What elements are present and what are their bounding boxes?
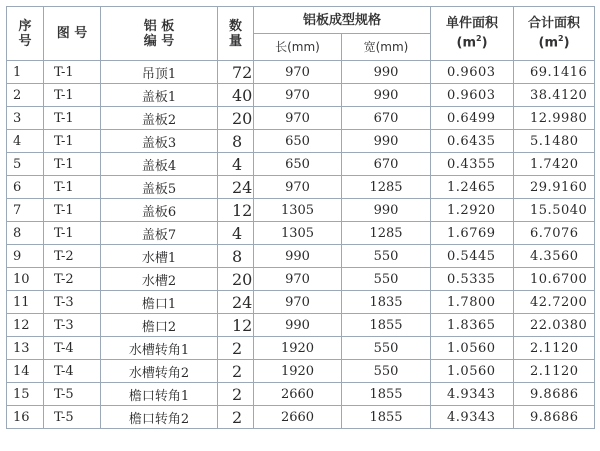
cell-total-area: 5.1480 [514,130,595,153]
cell-panel-no: 盖板2 [101,107,218,130]
cell-unit-area: 1.2465 [431,176,514,199]
cell-quantity: 12 [218,314,254,337]
cell-quantity: 8 [218,245,254,268]
table-row [7,84,595,107]
cell-length: 1305 [254,199,342,222]
table-row [7,291,595,314]
cell-length: 970 [254,291,342,314]
cell-length: 650 [254,153,342,176]
cell-width: 550 [342,337,431,360]
cell-unit-area: 4.9343 [431,383,514,406]
cell-length: 1920 [254,337,342,360]
cell-unit-area: 4.9343 [431,406,514,429]
cell-unit-area: 1.8365 [431,314,514,337]
cell-quantity: 2 [218,360,254,383]
cell-quantity: 8 [218,130,254,153]
aluminum-panel-spec-table [6,6,595,429]
cell-panel-no: 盖板3 [101,130,218,153]
cell-total-area: 29.9160 [514,176,595,199]
cell-index: 1 [7,61,44,84]
cell-figure-no: T-3 [44,314,101,337]
table-row [7,61,595,84]
cell-panel-no: 盖板4 [101,153,218,176]
cell-panel-no: 水槽1 [101,245,218,268]
cell-length: 990 [254,245,342,268]
cell-length: 1305 [254,222,342,245]
cell-figure-no: T-1 [44,222,101,245]
header-unit-area: 单件面积 $(m^2)$ [431,7,514,61]
cell-figure-no: T-3 [44,291,101,314]
cell-quantity: 20 [218,268,254,291]
cell-figure-no: T-5 [44,406,101,429]
cell-total-area: 42.7200 [514,291,595,314]
cell-width: 1835 [342,291,431,314]
cell-index: 2 [7,84,44,107]
cell-total-area: 2.1120 [514,360,595,383]
cell-total-area: 4.3560 [514,245,595,268]
cell-panel-no: 吊顶1 [101,61,218,84]
cell-index: 6 [7,176,44,199]
cell-index: 7 [7,199,44,222]
cell-index: 14 [7,360,44,383]
header-figure-no: 图 号 [44,7,101,61]
header-panel-no: 铝 板 编 号 [101,7,218,61]
cell-index: 15 [7,383,44,406]
cell-length: 970 [254,61,342,84]
cell-length: 1920 [254,360,342,383]
cell-figure-no: T-4 [44,337,101,360]
cell-figure-no: T-1 [44,199,101,222]
cell-width: 550 [342,268,431,291]
cell-length: 970 [254,176,342,199]
cell-index: 12 [7,314,44,337]
cell-total-area: 22.0380 [514,314,595,337]
cell-total-area: 38.4120 [514,84,595,107]
cell-quantity: 4 [218,153,254,176]
header-index: 序 号 [7,7,44,61]
cell-figure-no: T-4 [44,360,101,383]
cell-width: 990 [342,130,431,153]
cell-length: 650 [254,130,342,153]
cell-index: 4 [7,130,44,153]
table-row [7,406,595,429]
cell-quantity: 4 [218,222,254,245]
cell-quantity: 72 [218,61,254,84]
header-spec: 铝板成型规格 [254,7,431,34]
cell-panel-no: 檐口1 [101,291,218,314]
cell-width: 670 [342,107,431,130]
table-row [7,245,595,268]
cell-panel-no: 水槽2 [101,268,218,291]
cell-unit-area: 0.4355 [431,153,514,176]
cell-figure-no: T-1 [44,107,101,130]
cell-width: 1855 [342,406,431,429]
table-row [7,176,595,199]
cell-panel-no: 盖板7 [101,222,218,245]
cell-index: 11 [7,291,44,314]
cell-length: 970 [254,268,342,291]
cell-quantity: 2 [218,383,254,406]
header-total-area: 合计面积 $(m^2)$ [514,7,595,61]
cell-panel-no: 水槽转角1 [101,337,218,360]
cell-unit-area: 0.9603 [431,61,514,84]
cell-quantity: 2 [218,337,254,360]
cell-unit-area: 0.5445 [431,245,514,268]
cell-width: 990 [342,199,431,222]
cell-width: 670 [342,153,431,176]
cell-unit-area: 1.0560 [431,337,514,360]
cell-unit-area: 1.6769 [431,222,514,245]
cell-figure-no: T-1 [44,176,101,199]
table-row [7,199,595,222]
cell-total-area: 9.8686 [514,383,595,406]
cell-panel-no: 檐口转角2 [101,406,218,429]
cell-length: 970 [254,107,342,130]
header-quantity: 数 量 [218,7,254,61]
header-length: 长(mm) [254,34,342,61]
cell-index: 5 [7,153,44,176]
cell-figure-no: T-2 [44,268,101,291]
cell-panel-no: 水槽转角2 [101,360,218,383]
cell-total-area: 2.1120 [514,337,595,360]
cell-unit-area: 0.6435 [431,130,514,153]
table-row [7,383,595,406]
cell-panel-no: 盖板6 [101,199,218,222]
header-width: 宽(mm) [342,34,431,61]
cell-unit-area: 0.5335 [431,268,514,291]
cell-length: 2660 [254,383,342,406]
cell-figure-no: T-1 [44,130,101,153]
cell-total-area: 10.6700 [514,268,595,291]
cell-total-area: 9.8686 [514,406,595,429]
cell-length: 990 [254,314,342,337]
cell-quantity: 40 [218,84,254,107]
cell-figure-no: T-5 [44,383,101,406]
cell-panel-no: 檐口2 [101,314,218,337]
cell-width: 550 [342,360,431,383]
table-row [7,130,595,153]
cell-quantity: 24 [218,176,254,199]
cell-figure-no: T-1 [44,61,101,84]
cell-unit-area: 1.2920 [431,199,514,222]
table-row [7,314,595,337]
cell-width: 1855 [342,314,431,337]
cell-panel-no: 盖板1 [101,84,218,107]
cell-figure-no: T-1 [44,84,101,107]
table-header [7,7,595,61]
cell-index: 3 [7,107,44,130]
cell-panel-no: 檐口转角1 [101,383,218,406]
cell-panel-no: 盖板5 [101,176,218,199]
cell-index: 16 [7,406,44,429]
cell-total-area: 1.7420 [514,153,595,176]
cell-length: 970 [254,84,342,107]
cell-width: 990 [342,84,431,107]
cell-index: 9 [7,245,44,268]
table-body [7,61,595,429]
cell-total-area: 69.1416 [514,61,595,84]
cell-index: 13 [7,337,44,360]
cell-figure-no: T-2 [44,245,101,268]
table-row [7,107,595,130]
cell-quantity: 20 [218,107,254,130]
cell-width: 550 [342,245,431,268]
cell-total-area: 12.9980 [514,107,595,130]
cell-length: 2660 [254,406,342,429]
cell-unit-area: 0.9603 [431,84,514,107]
cell-total-area: 6.7076 [514,222,595,245]
cell-width: 990 [342,61,431,84]
table-row [7,360,595,383]
cell-width: 1855 [342,383,431,406]
cell-total-area: 15.5040 [514,199,595,222]
table-row [7,268,595,291]
cell-width: 1285 [342,176,431,199]
cell-index: 8 [7,222,44,245]
cell-unit-area: 0.6499 [431,107,514,130]
cell-quantity: 24 [218,291,254,314]
cell-unit-area: 1.0560 [431,360,514,383]
table-row [7,222,595,245]
cell-unit-area: 1.7800 [431,291,514,314]
cell-figure-no: T-1 [44,153,101,176]
table-row [7,153,595,176]
cell-width: 1285 [342,222,431,245]
table-row [7,337,595,360]
cell-index: 10 [7,268,44,291]
cell-quantity: 12 [218,199,254,222]
cell-quantity: 2 [218,406,254,429]
